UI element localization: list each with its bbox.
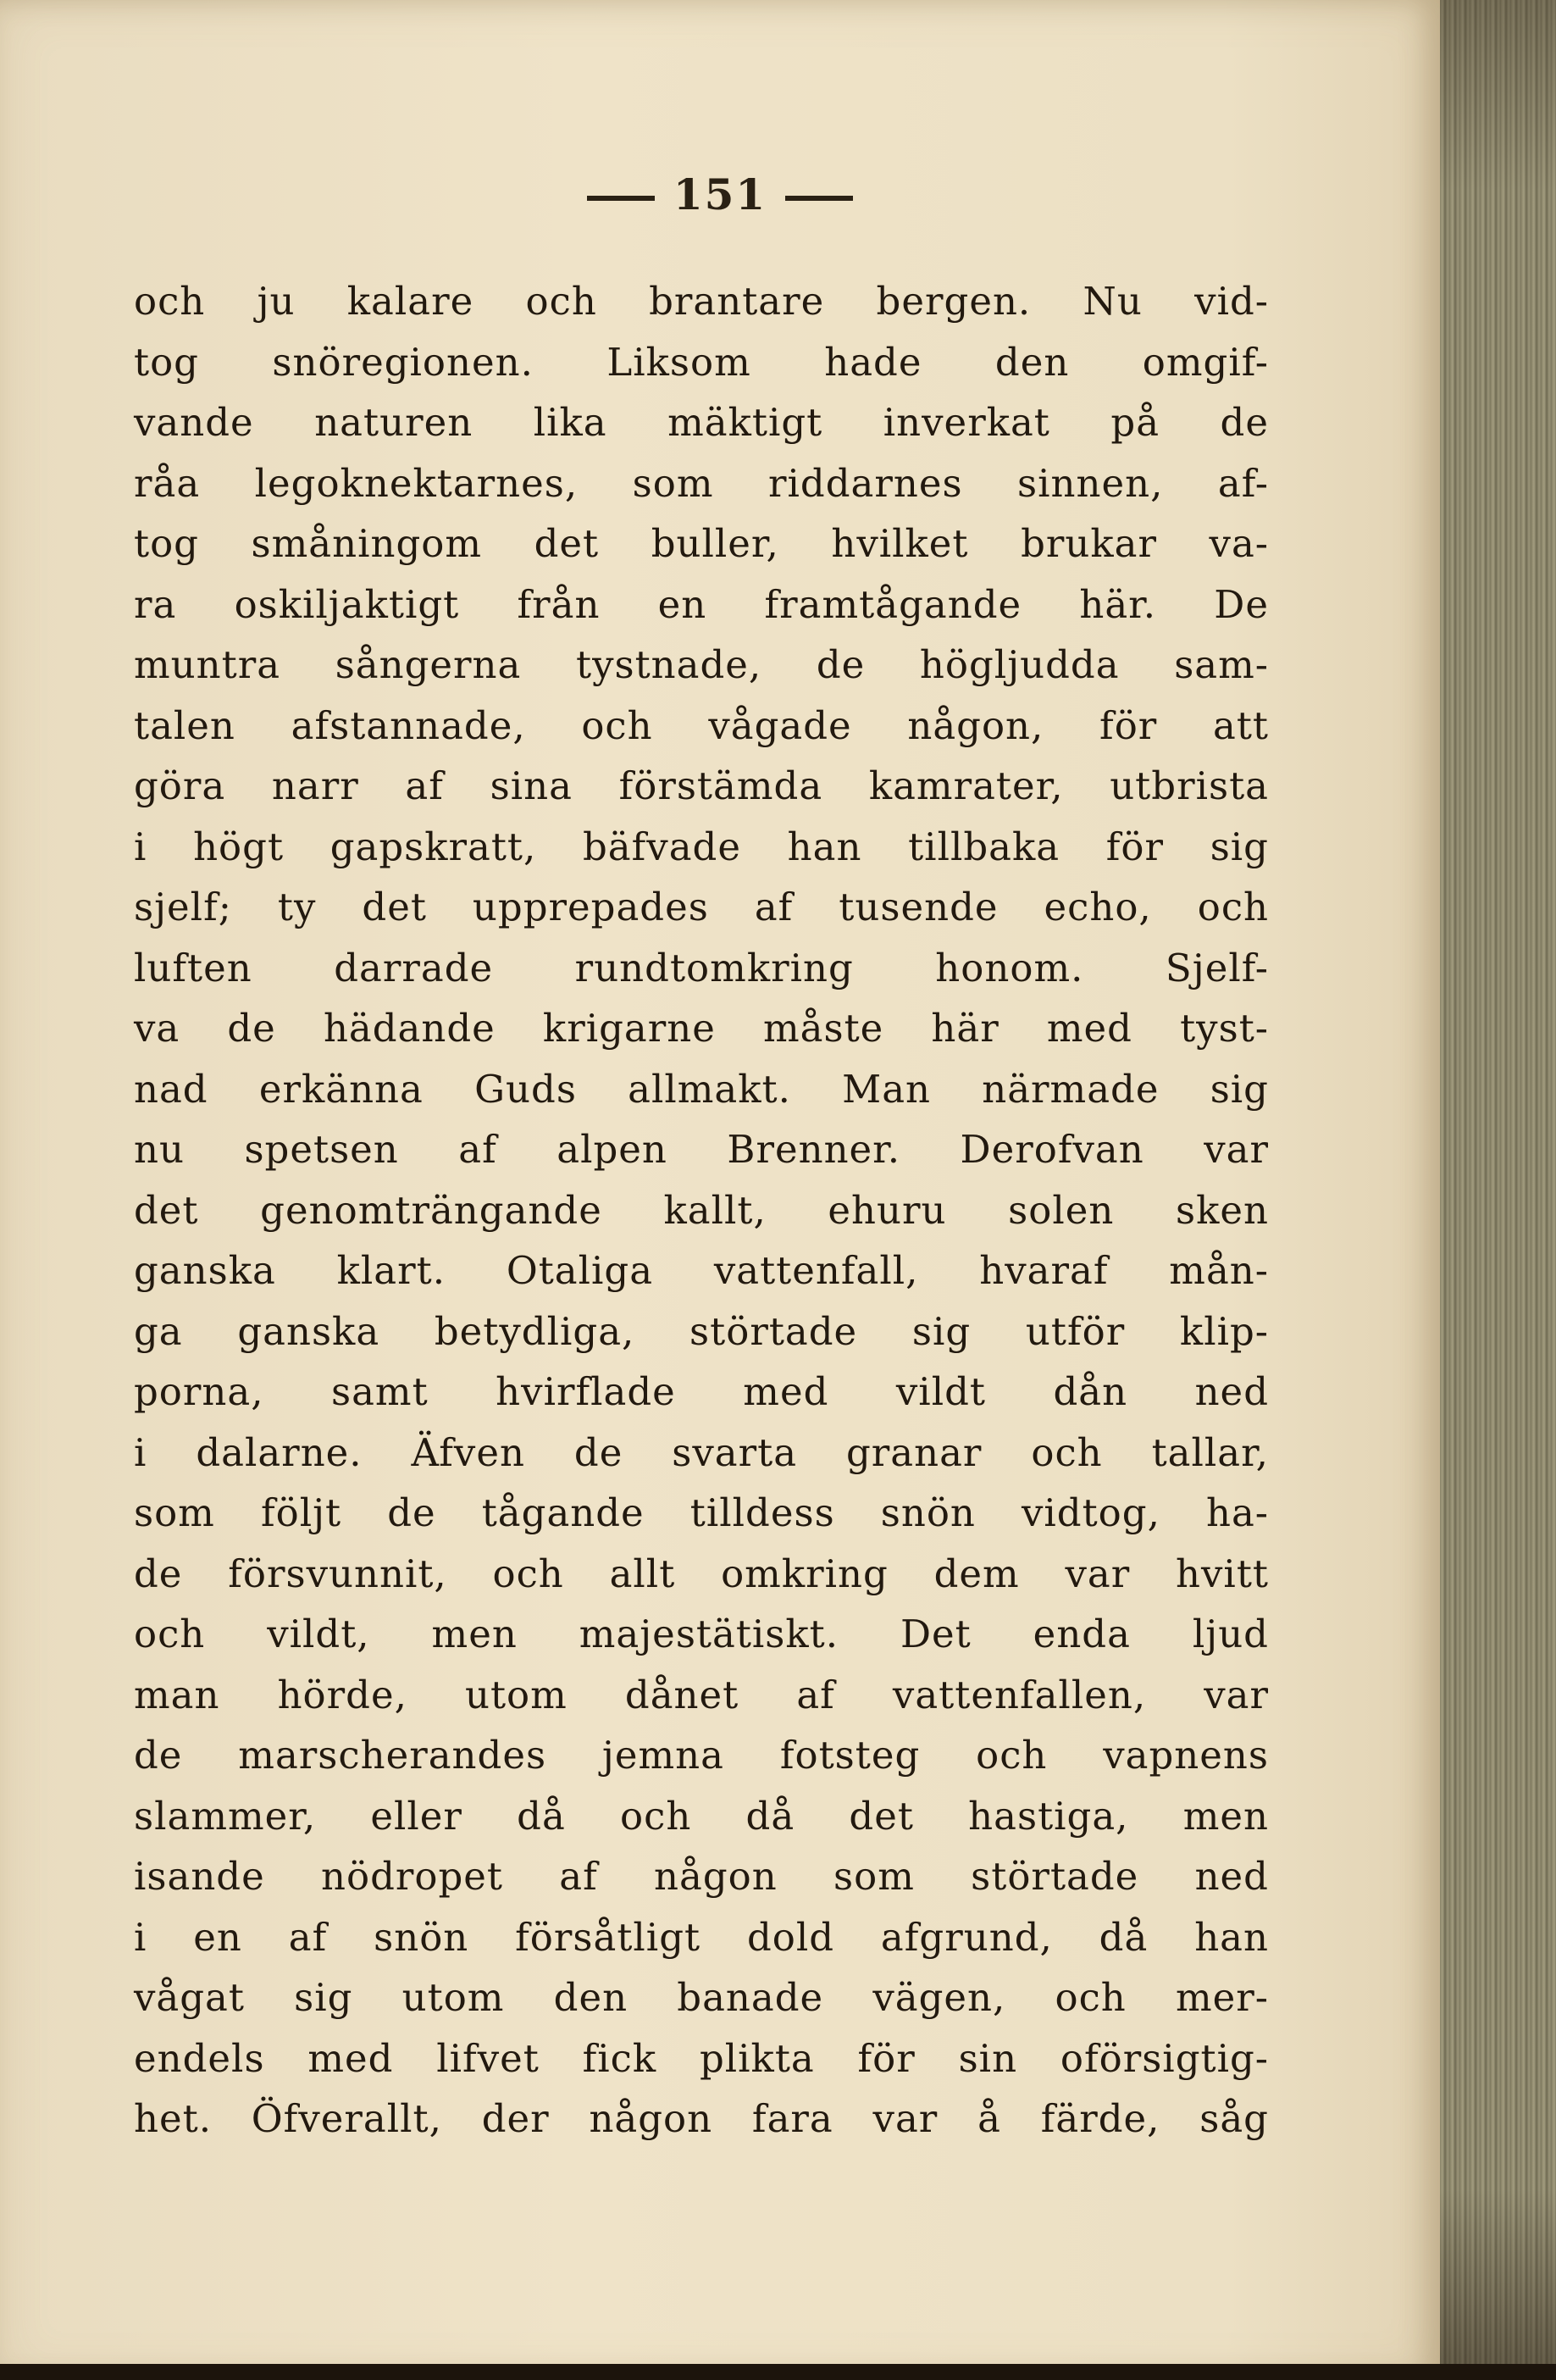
- text-line: het. Öfverallt, der någon fara var å färde, såg: [134, 2096, 1269, 2141]
- text-line: luften darrade rundtomkring honom. Sjelf-: [134, 945, 1269, 990]
- text-line: det genomträngande kallt, ehuru solen sken: [134, 1187, 1269, 1233]
- text-line: vande naturen lika mäktigt inverkat på de: [134, 400, 1269, 445]
- page-number: 151: [673, 169, 767, 219]
- text-line: som följt de tågande tilldess snön vidtog, ha-: [134, 1490, 1269, 1535]
- text-line: i en af snön försåtligt dold afgrund, då han: [134, 1914, 1269, 1960]
- text-line: endels med lifvet fick plikta för sin oförsigtig-: [134, 2035, 1269, 2081]
- body-text: [134, 271, 1269, 2150]
- text-line: och ju kalare och brantare bergen. Nu vid-: [134, 279, 1269, 324]
- text-line: va de hädande krigarne måste här med tyst-: [134, 1006, 1269, 1051]
- text-line: ra oskiljaktigt från en framtågande här. De: [134, 581, 1269, 627]
- text-line: tog snöregionen. Liksom hade den omgif-: [134, 339, 1269, 385]
- text-line: man hörde, utom dånet af vattenfallen, var: [134, 1672, 1269, 1717]
- text-line: de marscherandes jemna fotsteg och vapnens: [134, 1733, 1269, 1778]
- text-line: i högt gapskratt, bäfvade han tillbaka för sig: [134, 824, 1269, 869]
- header-dash-right: [785, 196, 853, 201]
- text-line: slammer, eller då och då det hastiga, men: [134, 1793, 1269, 1839]
- text-line: ganska klart. Otaliga vattenfall, hvaraf mån-: [134, 1248, 1269, 1293]
- book-page-edges: [1440, 0, 1556, 2380]
- text-line: tog småningom det buller, hvilket brukar va-: [134, 521, 1269, 566]
- book-bottom-edge: [0, 2364, 1556, 2380]
- text-line: och vildt, men majestätiskt. Det enda ljud: [134, 1612, 1269, 1656]
- text-line: muntra sångerna tystnade, de högljudda sam-: [134, 642, 1269, 687]
- text-line: talen afstannade, och vågade någon, för att: [134, 702, 1269, 748]
- text-line: sjelf; ty det upprepades af tusende echo, och: [134, 885, 1269, 929]
- text-line: ga ganska betydliga, störtade sig utför klip-: [134, 1308, 1269, 1354]
- text-line: nu spetsen af alpen Brenner. Derofvan var: [134, 1127, 1269, 1172]
- page-header: [0, 169, 1440, 219]
- text-line: isande nödropet af någon som störtade ned: [134, 1854, 1269, 1899]
- text-line: råa legoknektarnes, som riddarnes sinnen, af-: [134, 460, 1269, 506]
- text-line: porna, samt hvirflade med vildt dån ned: [134, 1369, 1269, 1414]
- text-line: göra narr af sina förstämda kamrater, utbrista: [134, 763, 1269, 808]
- text-line: de försvunnit, och allt omkring dem var hvitt: [134, 1551, 1269, 1596]
- text-line: i dalarne. Äfven de svarta granar och tallar,: [134, 1429, 1269, 1475]
- text-line: nad erkänna Guds allmakt. Man närmade sig: [134, 1066, 1269, 1112]
- text-line: vågat sig utom den banade vägen, och mer-: [134, 1975, 1269, 2020]
- header-dash-left: [587, 196, 655, 201]
